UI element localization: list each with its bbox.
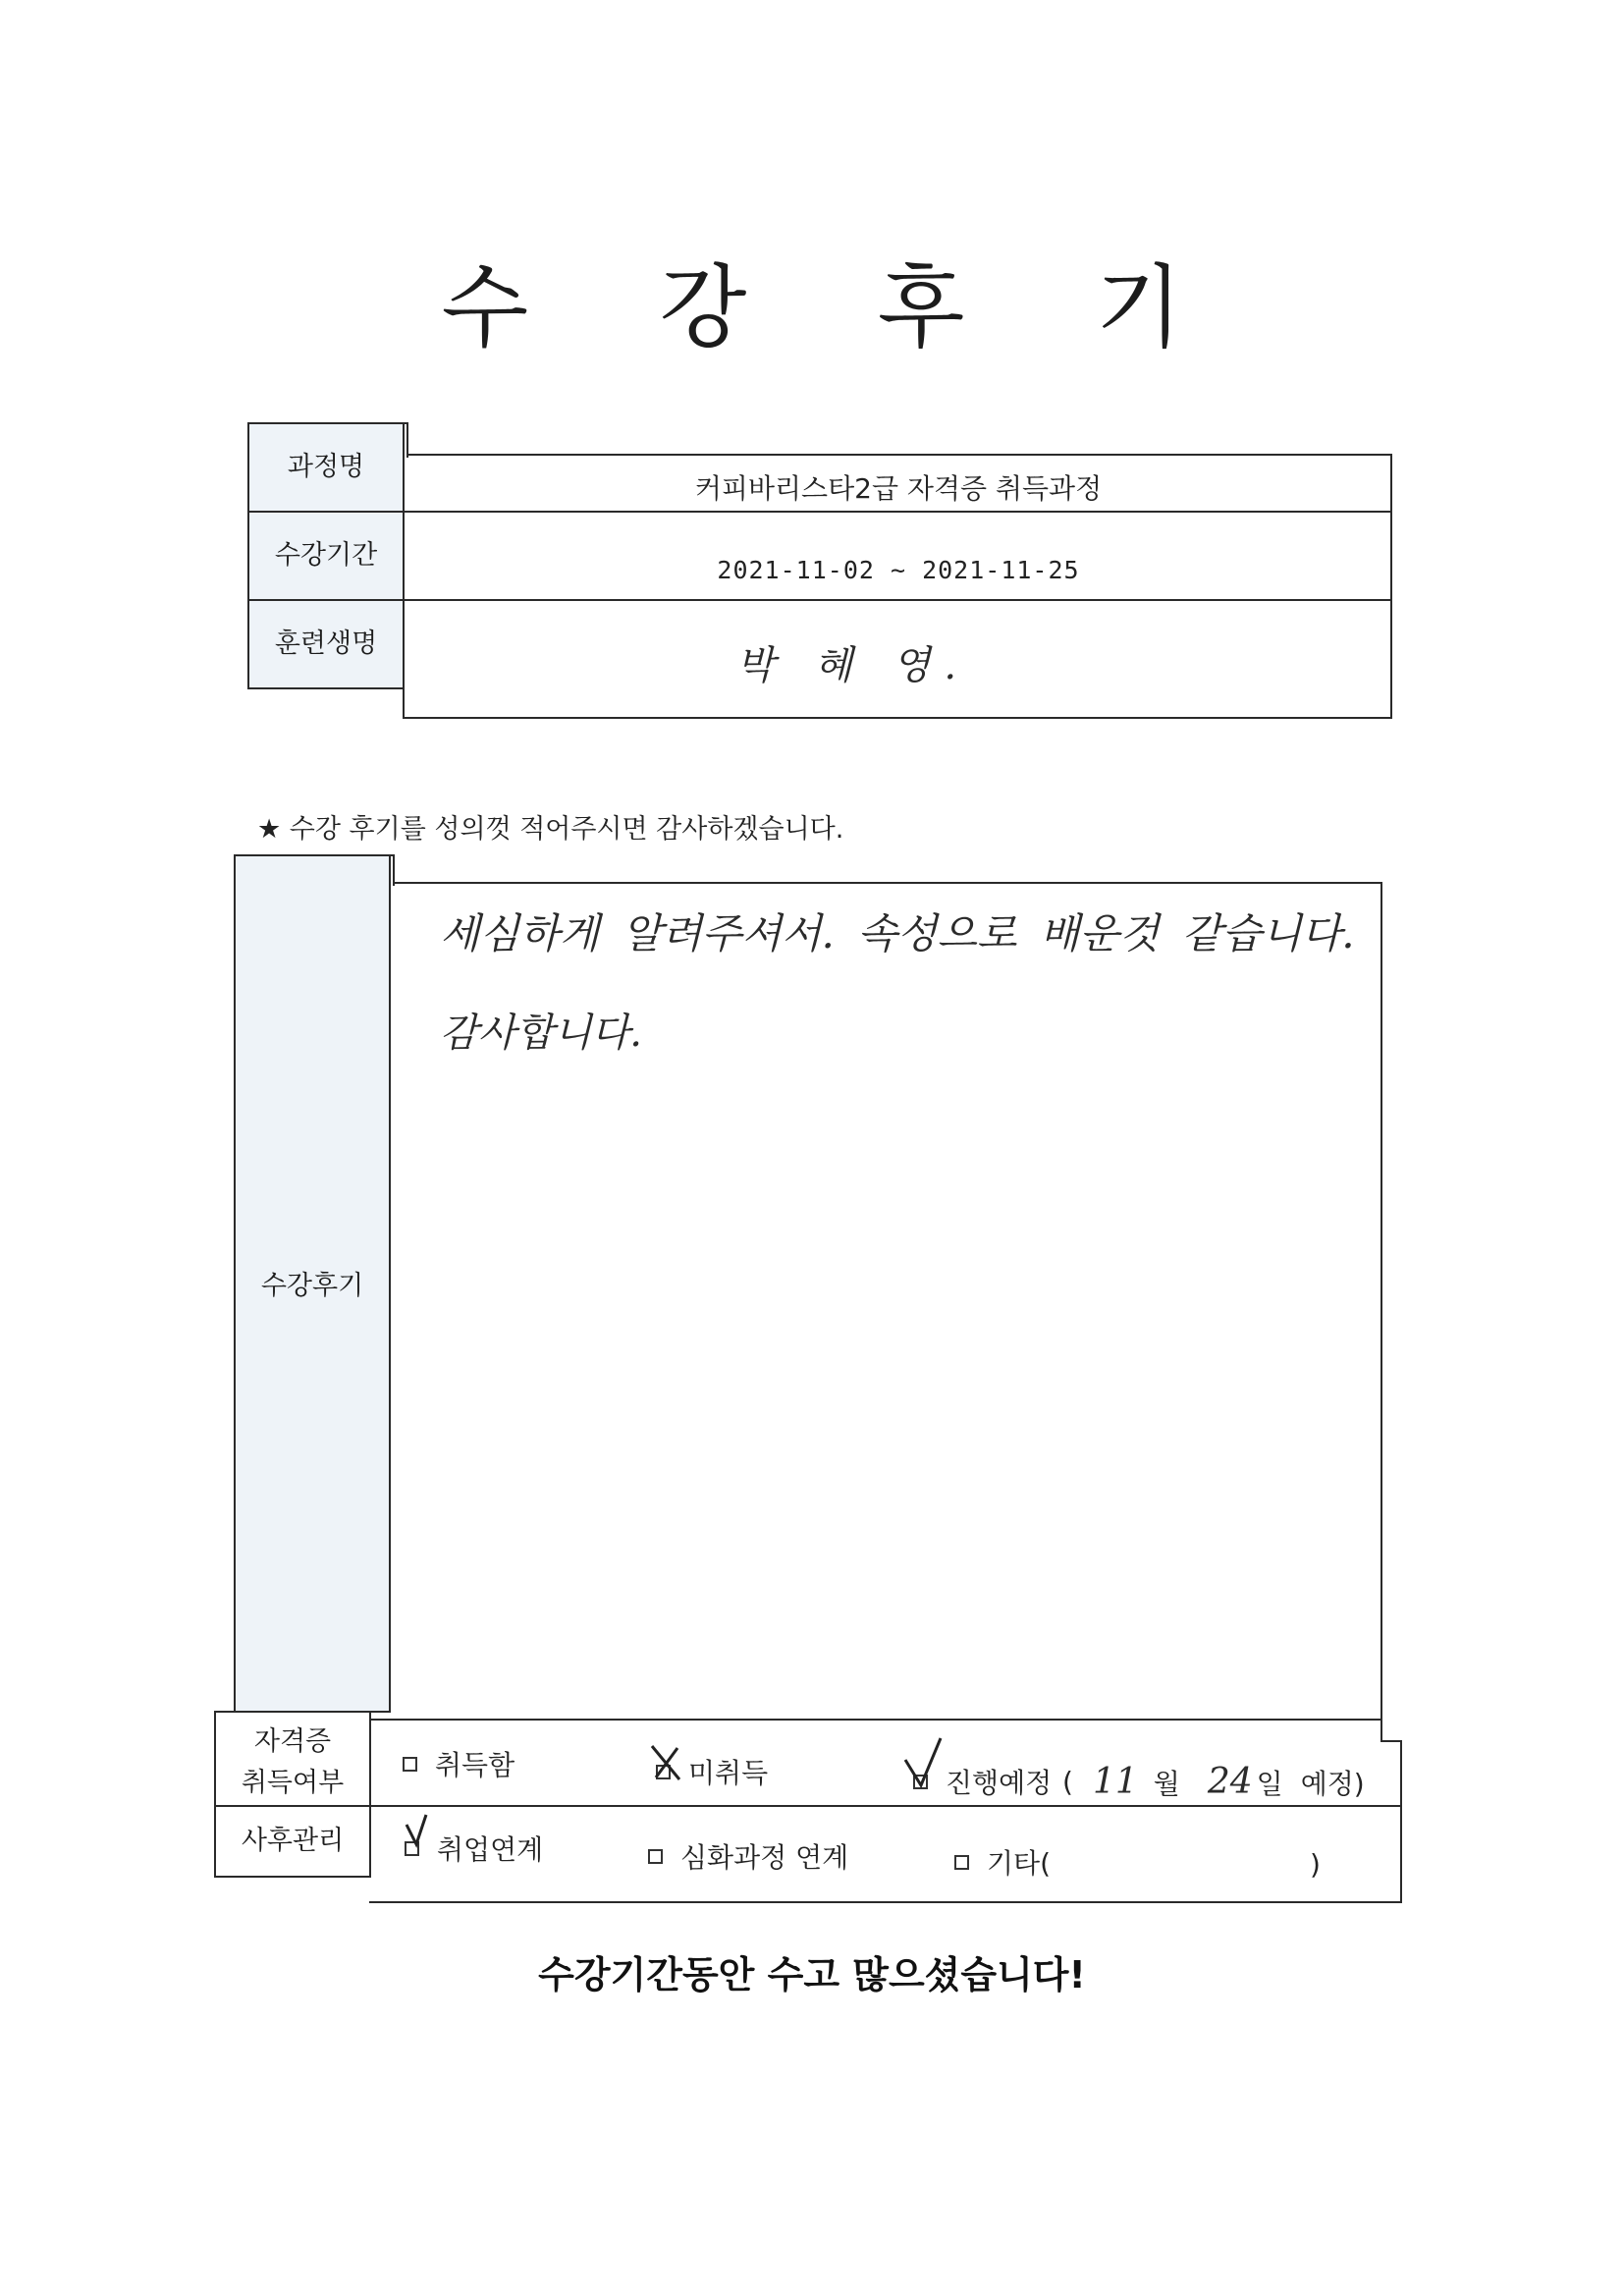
schedule-month-handwritten: 11 <box>1092 1762 1138 1802</box>
schedule-day-handwritten: 24 <box>1207 1762 1253 1802</box>
schedule-day-unit: 일 <box>1256 1767 1283 1800</box>
cert-option-label: 미취득 <box>688 1757 769 1789</box>
period-value: 2021-11-02 ~ 2021-11-25 <box>717 556 1080 584</box>
page-title: 수 강 후 기 <box>441 255 1234 360</box>
schedule-suffix: 예정) <box>1300 1767 1365 1800</box>
followup-other-close: ) <box>1310 1848 1321 1881</box>
followup-option-label: 심화과정 연계 <box>680 1841 849 1874</box>
certificate-label-line: 자격증 <box>253 1726 332 1758</box>
review-handwritten-line: 세심하게 알려주셔서. 속성으로 배운것 같습니다. <box>440 909 1355 957</box>
followup-label: 사후관리 <box>241 1826 345 1857</box>
cert-option-label: 취득함 <box>435 1749 515 1781</box>
followup-option-label: 취업연계 <box>437 1833 544 1866</box>
check-mark-icon <box>406 1815 426 1844</box>
name-label: 훈련생명 <box>274 629 378 660</box>
followup-option-label: 기타( <box>987 1847 1052 1880</box>
certificate-label-line: 취득여부 <box>241 1768 345 1798</box>
course-value: 커피바리스타2급 자격증 취득과정 <box>694 472 1103 505</box>
schedule-month-unit: 월 <box>1153 1767 1180 1800</box>
review-handwritten-line: 감사합니다. <box>440 1011 642 1056</box>
trainee-name-handwritten: 박 혜 영. <box>736 643 971 688</box>
course-label: 과정명 <box>287 452 365 483</box>
x-mark-icon <box>652 1746 679 1779</box>
cert-option-label: 진행예정 <box>946 1767 1053 1799</box>
closing-message: 수강기간동안 수고 많으셨습니다! <box>538 1953 1086 1996</box>
period-label: 수강기간 <box>274 540 378 572</box>
review-label: 수강후기 <box>260 1271 364 1302</box>
notice-text: ★ 수강 후기를 성의껏 적어주시면 감사하겠습니다. <box>257 814 844 845</box>
schedule-paren: ( <box>1062 1766 1073 1798</box>
check-mark-icon <box>905 1738 941 1785</box>
